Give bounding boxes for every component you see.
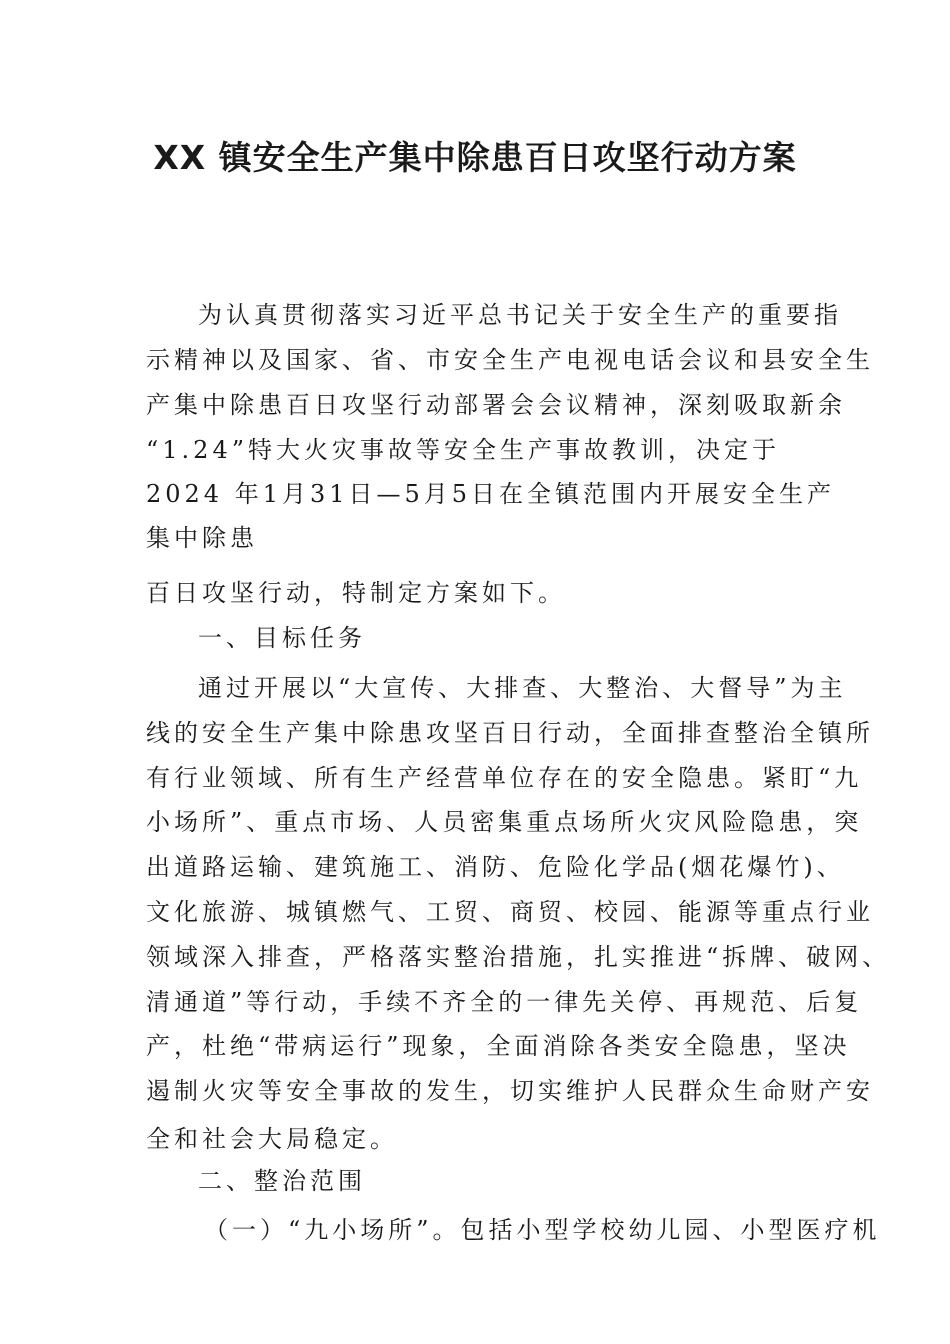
section-heading: 二、整治范围 <box>198 1167 366 1195</box>
document-title: XX 镇安全生产集中除患百日攻坚行动方案 <box>153 138 797 177</box>
paragraph-line: 百日攻坚行动，特制定方案如下。 <box>146 579 566 607</box>
paragraph-line: 全和社会大局稳定。 <box>146 1125 398 1153</box>
paragraph-line: 示精神以及国家、省、市安全生产电视电话会议和县安全生 <box>146 346 874 374</box>
paragraph-line: （一）“九小场所”。包括小型学校幼儿园、小型医疗机 <box>204 1216 881 1244</box>
paragraph-line: 出道路运输、建筑施工、消防、危险化学品(烟花爆竹)、 <box>146 853 845 881</box>
paragraph-line: “1.24”特大火灾事故等安全生产事故教训，决定于 <box>146 436 780 464</box>
paragraph-line: 清通道”等行动，手续不齐全的一律先关停、再规范、后复 <box>146 988 863 1016</box>
paragraph-line: 遏制火灾等安全事故的发生，切实维护人民群众生命财产安 <box>146 1077 874 1105</box>
paragraph-line: 通过开展以“大宣传、大排查、大整治、大督导”为主 <box>198 674 847 702</box>
paragraph-line: 产，杜绝“带病运行”现象，全面消除各类安全隐患，坚决 <box>146 1032 851 1060</box>
paragraph-line: 领域深入排查，严格落实整治措施，扎实推进“拆牌、破网、 <box>146 943 891 971</box>
paragraph-line: 有行业领域、所有生产经营单位存在的安全隐患。紧盯“九 <box>146 764 863 792</box>
paragraph-line: 产集中除患百日攻坚行动部署会会议精神，深刻吸取新余 <box>146 391 846 419</box>
paragraph-line: 线的安全生产集中除患攻坚百日行动，全面排查整治全镇所 <box>146 719 874 747</box>
paragraph-line: 文化旅游、城镇燃气、工贸、商贸、校园、能源等重点行业 <box>146 898 874 926</box>
paragraph-line: 为认真贯彻落实习近平总书记关于安全生产的重要指 <box>198 301 842 329</box>
paragraph-line: 集中除患 <box>146 524 258 552</box>
paragraph-line: 2024 年1月31日—5月5日在全镇范围内开展安全生产 <box>146 480 836 508</box>
paragraph-line: 小场所”、重点市场、人员密集重点场所火灾风险隐患，突 <box>146 808 863 836</box>
section-heading: 一、目标任务 <box>198 624 366 652</box>
